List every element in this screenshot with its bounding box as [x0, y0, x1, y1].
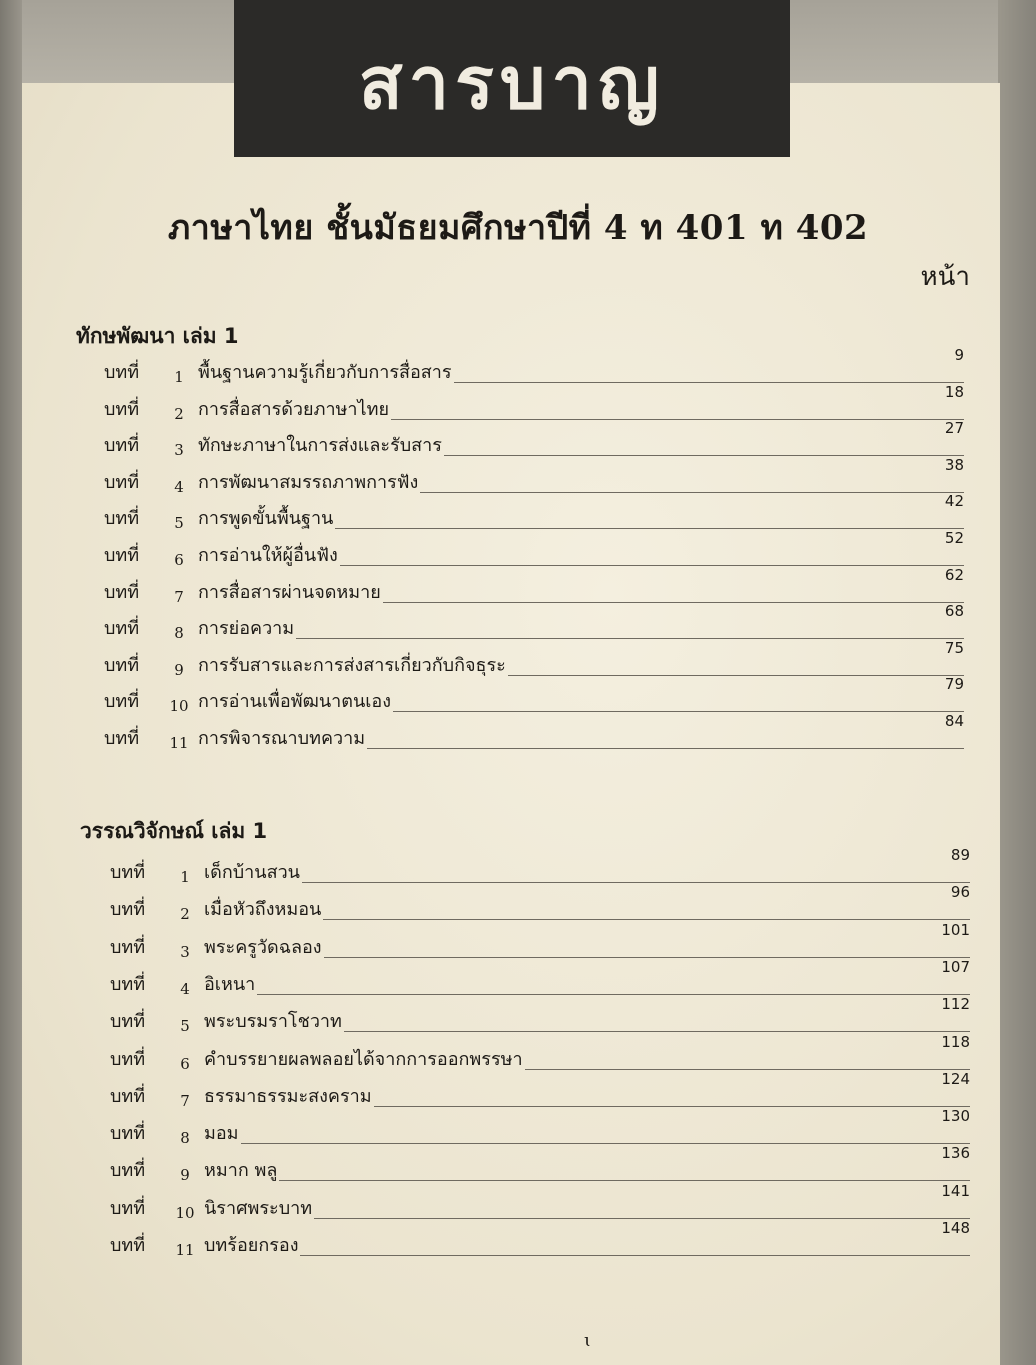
page-number: 96	[950, 883, 970, 901]
chapter-word: บทที่	[110, 1123, 146, 1144]
chapter-title: เมื่อหัวถึงหมอน	[204, 899, 322, 920]
dotted-leader	[344, 1031, 970, 1032]
toc-entry	[104, 456, 964, 496]
title-banner	[234, 0, 790, 157]
chapter-title: หมาก พลู	[204, 1160, 278, 1181]
toc-entry	[104, 419, 964, 459]
chapter-word: บทที่	[110, 1198, 146, 1219]
page-title: สารบาญ	[358, 41, 666, 125]
toc-entry	[104, 602, 964, 642]
chapter-word: บทที่	[110, 862, 146, 883]
chapter-number: 5	[180, 1017, 190, 1035]
toc-entry	[110, 846, 970, 886]
chapter-word: บทที่	[110, 937, 146, 958]
chapter-number: 3	[174, 441, 184, 459]
chapter-word: บทที่	[104, 582, 140, 603]
chapter-title: การอ่านให้ผู้อื่นฟัง	[198, 545, 338, 566]
chapter-number: 10	[169, 697, 189, 715]
chapter-title: อิเหนา	[204, 974, 256, 995]
page-number: 101	[941, 921, 970, 939]
chapter-word: บทที่	[104, 655, 140, 676]
chapter-title: การพิจารณาบทความ	[198, 728, 366, 749]
chapter-word: บทที่	[104, 728, 140, 749]
dotted-leader	[257, 994, 970, 995]
chapter-title: พระครูวัดฉลอง	[204, 937, 322, 958]
page-number: 89	[950, 846, 970, 864]
chapter-word: บทที่	[110, 1160, 146, 1181]
page-number: 84	[944, 712, 964, 730]
chapter-number: 5	[174, 514, 184, 532]
chapter-title: การพัฒนาสมรรถภาพการฟัง	[198, 472, 419, 493]
chapter-number: 6	[174, 551, 184, 569]
chapter-title: การย่อความ	[198, 618, 295, 639]
toc-entry	[110, 1033, 970, 1073]
chapter-word: บทที่	[104, 508, 140, 529]
page-number: 118	[941, 1033, 970, 1051]
chapter-number: 4	[180, 980, 190, 998]
toc-entry	[110, 958, 970, 998]
dotted-leader	[383, 602, 964, 603]
chapter-word: บทที่	[110, 1086, 146, 1107]
chapter-word: บทที่	[104, 399, 140, 420]
page-column-label: หน้า	[920, 262, 970, 292]
page-number: 68	[944, 602, 964, 620]
chapter-number: 6	[180, 1055, 190, 1073]
toc-entry	[110, 995, 970, 1035]
chapter-word: บทที่	[110, 899, 146, 920]
chapter-number: 2	[174, 405, 184, 423]
chapter-number: 7	[180, 1092, 190, 1110]
toc-entry	[104, 639, 964, 679]
toc-entry	[110, 883, 970, 923]
chapter-word: บทที่	[104, 362, 140, 383]
dotted-leader	[454, 382, 964, 383]
page-number: 38	[944, 456, 964, 474]
dotted-leader	[525, 1069, 970, 1070]
toc-entry	[110, 921, 970, 961]
dotted-leader	[314, 1218, 970, 1219]
dotted-leader	[279, 1180, 970, 1181]
chapter-title: คำบรรยายผลพลอยได้จากการออกพรรษา	[204, 1049, 523, 1070]
toc-entry	[104, 529, 964, 569]
chapter-number: 3	[180, 943, 190, 961]
toc-entry	[110, 1219, 970, 1259]
page-number: 141	[941, 1182, 970, 1200]
dotted-leader	[340, 565, 964, 566]
toc-entry	[110, 1182, 970, 1222]
chapter-number: 4	[174, 478, 184, 496]
page-number: 27	[944, 419, 964, 437]
chapter-word: บทที่	[104, 545, 140, 566]
dotted-leader	[367, 748, 964, 749]
dotted-leader	[300, 1255, 970, 1256]
dotted-leader	[296, 638, 964, 639]
page-number: 107	[941, 958, 970, 976]
page-number: 9	[954, 346, 964, 364]
chapter-word: บทที่	[104, 435, 140, 456]
chapter-number: 7	[174, 588, 184, 606]
chapter-number: 2	[180, 905, 190, 923]
chapter-title: การสื่อสารผ่านจดหมาย	[198, 582, 381, 603]
chapter-title: การอ่านเพื่อพัฒนาตนเอง	[198, 691, 392, 712]
toc-entry	[104, 492, 964, 532]
section-heading: ทักษพัฒนา เล่ม 1	[76, 324, 239, 348]
dotted-leader	[393, 711, 964, 712]
page-number: 124	[941, 1070, 970, 1088]
toc-entry	[110, 1070, 970, 1110]
dotted-leader	[241, 1143, 970, 1144]
chapter-title: ทักษะภาษาในการส่งและรับสาร	[198, 435, 442, 456]
chapter-title: พระบรมราโชวาท	[204, 1011, 342, 1032]
chapter-title: บทร้อยกรอง	[204, 1235, 299, 1256]
book-subtitle: ภาษาไทย ชั้นมัธยมศึกษาปีที่ 4 ท 401 ท 402	[167, 208, 869, 248]
chapter-title: การสื่อสารด้วยภาษาไทย	[198, 399, 389, 420]
dotted-leader	[323, 919, 970, 920]
chapter-number: 9	[180, 1166, 190, 1184]
chapter-word: บทที่	[104, 691, 140, 712]
toc-entry	[104, 675, 964, 715]
chapter-number: 1	[174, 368, 184, 386]
chapter-word: บทที่	[110, 1049, 146, 1070]
chapter-number: 11	[175, 1241, 195, 1259]
chapter-word: บทที่	[110, 974, 146, 995]
folio-number: ɩ	[584, 1330, 592, 1351]
chapter-title: การพูดขั้นพื้นฐาน	[198, 508, 334, 529]
toc-entry	[110, 1144, 970, 1184]
chapter-word: บทที่	[110, 1011, 146, 1032]
toc-entry	[104, 712, 964, 752]
chapter-word: บทที่	[104, 472, 140, 493]
chapter-number: 10	[175, 1204, 195, 1222]
page-number: 112	[941, 995, 970, 1013]
page-number: 79	[944, 675, 964, 693]
page-number: 42	[944, 492, 964, 510]
dotted-leader	[374, 1106, 970, 1107]
dotted-leader	[324, 957, 970, 958]
toc-entry	[104, 383, 964, 423]
toc-entry	[104, 566, 964, 606]
chapter-title: ธรรมาธรรมะสงคราม	[204, 1086, 372, 1107]
dotted-leader	[335, 528, 964, 529]
chapter-title: พื้นฐานความรู้เกี่ยวกับการสื่อสาร	[198, 362, 452, 383]
toc-entry	[110, 1107, 970, 1147]
chapter-number: 9	[174, 661, 184, 679]
page-number: 148	[941, 1219, 970, 1237]
page-number: 52	[944, 529, 964, 547]
chapter-number: 8	[180, 1129, 190, 1147]
chapter-word: บทที่	[104, 618, 140, 639]
toc-entry	[104, 346, 964, 386]
section-heading: วรรณวิจักษณ์ เล่ม 1	[80, 819, 268, 843]
chapter-word: บทที่	[110, 1235, 146, 1256]
chapter-number: 8	[174, 624, 184, 642]
chapter-title: นิราศพระบาท	[204, 1198, 313, 1219]
dotted-leader	[420, 492, 964, 493]
dotted-leader	[391, 419, 964, 420]
chapter-number: 11	[169, 734, 189, 752]
page-number: 136	[941, 1144, 970, 1162]
page-number: 130	[941, 1107, 970, 1125]
page-number: 18	[944, 383, 964, 401]
chapter-title: การรับสารและการส่งสารเกี่ยวกับกิจธุระ	[198, 655, 506, 676]
chapter-number: 1	[180, 868, 190, 886]
dotted-leader	[444, 455, 964, 456]
page-number: 62	[944, 566, 964, 584]
chapter-title: มอม	[204, 1123, 239, 1144]
page-number: 75	[944, 639, 964, 657]
chapter-title: เด็กบ้านสวน	[204, 862, 300, 883]
dotted-leader	[508, 675, 964, 676]
dotted-leader	[302, 882, 970, 883]
